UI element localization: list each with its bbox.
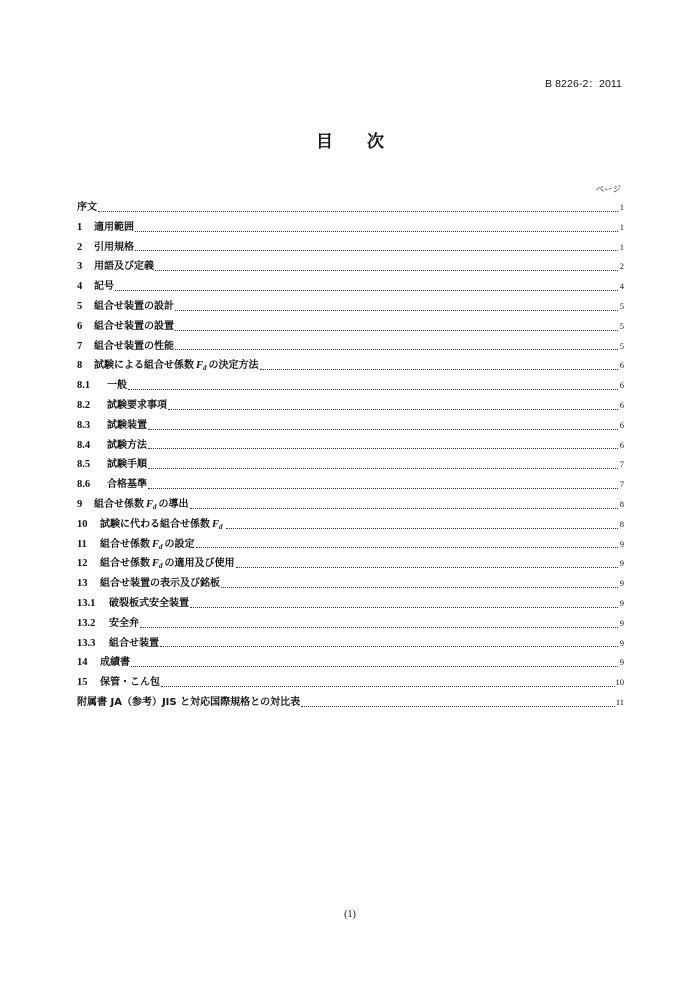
toc-entry-title-suffix: の導出 (158, 498, 189, 510)
toc-entry-number: 13 (77, 578, 88, 590)
toc-entry-symbol (152, 558, 163, 570)
toc-entry-page: 5 (619, 300, 624, 311)
toc-dot-leader (175, 310, 618, 311)
toc-entry[interactable] (77, 356, 624, 376)
toc-entry-page: 9 (619, 617, 624, 628)
toc-entry-label (77, 317, 174, 332)
toc-entry-title: 組合せ装置 (109, 637, 159, 649)
toc-entry-number: 2 (77, 241, 83, 253)
toc-entry-title: 安全弁 (109, 617, 139, 629)
toc-entry-label (77, 614, 139, 629)
toc-entry-title: 試験による組合せ係数 (94, 360, 194, 372)
toc-entry-number: 5 (77, 300, 83, 312)
toc-entry[interactable] (77, 693, 624, 713)
toc-entry-page: 8 (619, 518, 624, 529)
toc-entry-page: 5 (619, 320, 624, 331)
toc-entry-number: 6 (77, 320, 83, 332)
toc-entry-page: 1 (619, 221, 624, 232)
toc-entry[interactable] (77, 614, 624, 634)
toc-entry-title: 組合せ装置の設置 (94, 320, 174, 332)
toc-dot-leader (196, 547, 618, 548)
toc-dot-leader (160, 646, 618, 647)
toc-entry-page: 2 (619, 261, 624, 272)
toc-entry-title: 試験手順 (107, 459, 147, 471)
toc-entry-label (77, 277, 114, 292)
toc-entry-number: 4 (77, 281, 83, 293)
toc-entry-title: 一般 (107, 380, 127, 392)
toc-entry-title: 試験に代わる組合せ係数 (100, 518, 210, 530)
toc-dot-leader (190, 607, 618, 608)
toc-entry-page: 9 (619, 637, 624, 648)
toc-entry[interactable] (77, 673, 624, 693)
toc-entry-symbol-main: F (196, 360, 204, 372)
toc-entry-label (77, 198, 97, 213)
toc-dot-leader (260, 369, 618, 370)
toc-entry-number: 8.4 (77, 439, 91, 451)
toc-dot-leader (135, 231, 618, 232)
toc-entry-page: 1 (619, 202, 624, 212)
toc-entry-page: 9 (619, 597, 624, 608)
toc-dot-leader (175, 330, 618, 331)
toc-entry-label (77, 396, 167, 411)
toc-entry-label (77, 475, 147, 490)
toc-entry-number: 7 (77, 340, 83, 352)
toc-entry-page: 8 (619, 498, 624, 509)
toc-entry[interactable] (77, 376, 624, 396)
toc-dot-leader (148, 488, 618, 489)
footer-page-number: (1) (344, 909, 356, 920)
toc-entry-page: 9 (619, 657, 624, 668)
toc-dot-leader (155, 270, 618, 271)
toc-entry[interactable] (77, 317, 624, 337)
toc-dot-leader (226, 528, 618, 529)
toc-entry-number: 8 (77, 360, 83, 372)
toc-entry-symbol (212, 519, 223, 531)
toc-entry-number: 13.3 (77, 637, 96, 649)
toc-entry-title: 組合せ装置の設計 (94, 300, 174, 312)
toc-dot-leader (168, 409, 618, 410)
toc-entry-title: 記号 (94, 281, 114, 293)
toc-entry-symbol (146, 499, 157, 511)
toc-entry[interactable] (77, 396, 624, 416)
toc-entry-symbol-main: F (146, 498, 154, 510)
toc-entry-label (77, 376, 127, 391)
toc-entry-label (77, 238, 134, 253)
toc-entry-page: 5 (619, 340, 624, 351)
toc-entry-title: 引用規格 (94, 241, 134, 253)
toc-entry-symbol (196, 360, 207, 372)
toc-entry-number: 15 (77, 677, 88, 689)
toc-entry-symbol-main: F (152, 538, 160, 550)
toc-entry[interactable] (77, 337, 624, 357)
toc-entry-page: 6 (619, 439, 624, 450)
toc-dot-leader (148, 429, 618, 430)
toc-entry-label (77, 337, 174, 352)
toc-entry-symbol-subscript: d (153, 502, 157, 511)
toc-entry-number: 13.2 (77, 617, 96, 629)
toc-dot-leader (148, 468, 618, 469)
toc-entry[interactable] (77, 475, 624, 495)
toc-dot-leader (175, 349, 618, 350)
toc-entry-number: 8.6 (77, 479, 91, 491)
toc-entry-title: 破裂板式安全装置 (109, 597, 189, 609)
toc-entry-label (77, 356, 259, 372)
toc-entry-page: 7 (619, 459, 624, 470)
toc-entry-label (77, 634, 159, 649)
toc-dot-leader (221, 587, 618, 588)
toc-entry-label (77, 515, 225, 531)
toc-entry-page: 6 (619, 380, 624, 391)
toc-entry-title: 組合せ係数 (100, 558, 150, 570)
toc-entry-symbol-main: F (212, 518, 220, 530)
toc-entry-number: 8.3 (77, 419, 91, 431)
toc-entry-title: 保管・こん包 (100, 677, 160, 689)
toc-dot-leader (135, 250, 618, 251)
toc-dot-leader (140, 627, 618, 628)
toc-entry-title: 試験要求事項 (107, 399, 167, 411)
toc-entry-label (77, 218, 134, 233)
toc-entry-title: 序文 (77, 202, 97, 213)
toc-entry-title-suffix: の設定 (164, 538, 195, 550)
toc-entry-title: 適用範囲 (94, 221, 134, 233)
toc-entry-title-suffix: の決定方法 (208, 360, 259, 372)
toc-entry-number: 10 (77, 518, 88, 530)
toc-entry[interactable] (77, 554, 624, 574)
page-column-label: ページ (595, 185, 621, 195)
toc-entry-symbol-subscript: d (159, 542, 163, 551)
toc-entry-label (77, 297, 174, 312)
toc-entry[interactable] (77, 535, 624, 555)
toc-entry[interactable] (77, 574, 624, 594)
toc-entry-page: 7 (619, 479, 624, 490)
toc-entry-page: 10 (615, 677, 624, 688)
toc-entry-page: 4 (619, 281, 624, 292)
toc-entry-label (77, 594, 189, 609)
toc-entry-number: 8.1 (77, 380, 91, 392)
toc-entry[interactable] (77, 436, 624, 456)
toc-dot-leader (98, 211, 618, 212)
page-title: 目 次 (316, 132, 398, 152)
toc-entry-page: 9 (619, 558, 624, 569)
toc-entry[interactable] (77, 634, 624, 654)
toc-entry-title: 成績書 (100, 657, 130, 669)
toc-dot-leader (190, 508, 618, 509)
toc-entry-page: 6 (619, 399, 624, 410)
toc-entry-title: 合格基準 (107, 479, 147, 491)
toc-entry[interactable] (77, 218, 624, 238)
toc-entry-number: 12 (77, 558, 88, 570)
toc-entry[interactable] (77, 495, 624, 515)
toc-entry-number: 3 (77, 261, 83, 273)
toc-entry[interactable] (77, 515, 624, 535)
toc-dot-leader (131, 666, 618, 667)
toc-entry-number: 9 (77, 498, 83, 510)
toc-entry-title: 組合せ装置の性能 (94, 340, 174, 352)
toc-entry-symbol-subscript: d (159, 562, 163, 571)
toc-entry-label (77, 653, 130, 668)
toc-entry[interactable] (77, 257, 624, 277)
toc-entry-page: 9 (619, 578, 624, 589)
toc-entry-number: 11 (77, 538, 87, 550)
toc-dot-leader (115, 290, 618, 291)
toc-entry-title: 附属書 JA（参考）JIS と対応国際規格との対比表 (77, 696, 301, 708)
toc-entry[interactable] (77, 277, 624, 297)
toc-entry-label (77, 535, 195, 551)
toc-entry-page: 6 (619, 360, 624, 371)
toc-dot-leader (128, 389, 618, 390)
toc-entry-label (77, 436, 147, 451)
toc-dot-leader (236, 567, 618, 568)
toc-dot-leader (301, 706, 615, 707)
toc-entry-number: 13.1 (77, 597, 96, 609)
toc-entry-label (77, 554, 235, 570)
toc-dot-leader (161, 686, 615, 687)
toc-dot-leader (148, 448, 618, 449)
toc-entry-title-suffix: の適用及び使用 (164, 558, 235, 570)
toc-entry[interactable] (77, 594, 624, 614)
toc-entry-label (77, 673, 160, 688)
toc-entry-title: 用語及び定義 (94, 261, 154, 273)
toc-entry-page: 11 (615, 696, 624, 707)
standard-number: B 8226-2：2011 (545, 78, 622, 90)
toc-entry-symbol (152, 539, 163, 551)
toc-entry-label (77, 455, 147, 470)
toc-entry-title: 試験方法 (107, 439, 147, 451)
toc-entry-label (77, 495, 189, 511)
toc-entry-label (77, 416, 147, 431)
toc-entry-page: 9 (619, 538, 624, 549)
toc-entry[interactable] (77, 297, 624, 317)
toc-entry[interactable] (77, 653, 624, 673)
toc-entry-symbol-subscript: d (219, 522, 223, 531)
toc-entry-label (77, 257, 154, 272)
toc-entry-page: 6 (619, 419, 624, 430)
toc-entry-title: 組合せ係数 (100, 538, 150, 550)
toc-entry-symbol-subscript: d (203, 364, 207, 373)
toc-entry-label (77, 693, 300, 708)
toc-entry-number: 8.2 (77, 399, 91, 411)
toc-entry[interactable] (77, 455, 624, 475)
toc-entry[interactable] (77, 238, 624, 258)
toc-entry-title: 組合せ係数 (94, 498, 144, 510)
toc-entry[interactable] (77, 198, 624, 218)
toc-entry-number: 14 (77, 657, 88, 669)
table-of-contents (77, 198, 624, 713)
toc-entry-number: 8.5 (77, 459, 91, 471)
toc-entry[interactable] (77, 416, 624, 436)
toc-entry-symbol-main: F (152, 558, 160, 570)
toc-entry-page: 1 (619, 241, 624, 252)
toc-entry-label (77, 574, 220, 589)
toc-entry-number: 1 (77, 221, 83, 233)
toc-entry-title: 組合せ装置の表示及び銘板 (100, 578, 220, 590)
toc-entry-title: 試験装置 (107, 419, 147, 431)
